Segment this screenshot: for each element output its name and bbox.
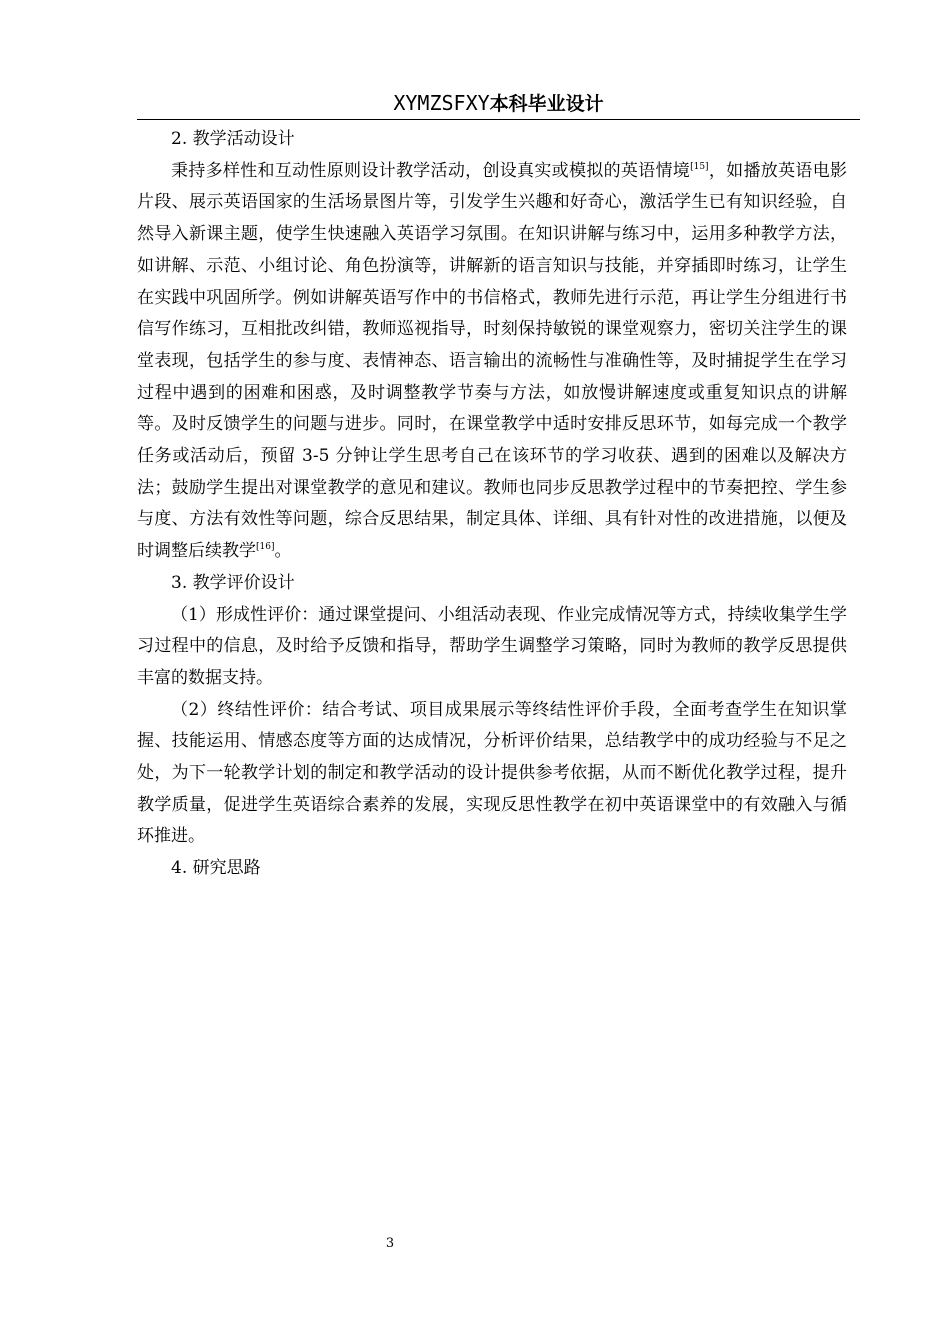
header-title: 本科毕业设计 bbox=[489, 93, 604, 115]
paragraph-summative-evaluation: （2）终结性评价：结合考试、项目成果展示等终结性评价手段，全面考查学生在知识掌握、技能运用、情感态度等方面的达成情况，分析评价结果，总结教学中的成功经验与不足之处，为下一轮教学计划的制定和教学活动的设计提供参考依据，从而不断优化教学过程，提升教学质量，促进学生英语综合素养的发展，实现反思性教学在初中英语课堂中的有效融入与循环推进。 bbox=[137, 699, 847, 847]
page-number: 3 bbox=[385, 1236, 395, 1251]
header-rule bbox=[137, 119, 860, 120]
citation-16: [16] bbox=[256, 542, 275, 553]
section-heading-2: 2. 教学活动设计 bbox=[171, 129, 295, 149]
citation-15: [15] bbox=[690, 161, 709, 172]
paragraph-formative-evaluation: （1）形成性评价：通过课堂提问、小组活动表现、作业完成情况等方式，持续收集学生学习过程中的信息，及时给予反馈和指导，帮助学生调整学习策略，同时为教师的教学反思提供丰富的数据支持。 bbox=[137, 604, 847, 688]
body-text bbox=[137, 124, 847, 885]
page-header bbox=[137, 88, 860, 118]
section-heading-3: 3. 教学评价设计 bbox=[171, 572, 295, 593]
paragraph-activity-design: 秉持多样性和互动性原则设计教学活动，创设真实或模拟的英语情境[15]，如播放英语电影片段、展示英语国家的生活场景图片等，引发学生兴趣和好奇心，激活学生已有知识经验，自然导入新课主题，使学生快速融入英语学习氛围。在知识讲解与练习中，运用多种教学方法，如讲解、示范、小组讨论、角色扮演等，讲解新的语言知识与技能，并穿插即时练习，让学生在实践中巩固所学。例如讲解英语写作中的书信格式，教师先进行示范，再让学生分组进行书信写作练习，互相批改纠错，教师巡视指导，时刻保持敏锐的课堂观察力，密切关注学生的课堂表现，包括学生的参与度、表情神态、语言输出的流畅性与准确性等，及时捕捉学生在学习过程中遇到的困难和困惑，及时调整教学节奏与方法，如放慢讲解速度或重复知识点的讲解等。及时反馈学生的问题与进步。同时，在课堂教学中适时安排反思环节，如每完成一个教学任务或活动后，预留 3-5 分钟让学生思考自己在该环节的学习收获、遇到的困难以及解决方法；鼓励学生提出对课堂教学的意见和建议。教师也同步反思教学过程中的节奏把控、学生参与度、方法有效性等问题，综合反思结果，制定具体、详细、具有针对性的改进措施，以便及时调整后续教学[16]。 bbox=[137, 160, 848, 562]
header-code: XYMZSFXY bbox=[393, 91, 490, 115]
section-heading-4: 4. 研究思路 bbox=[171, 858, 261, 879]
